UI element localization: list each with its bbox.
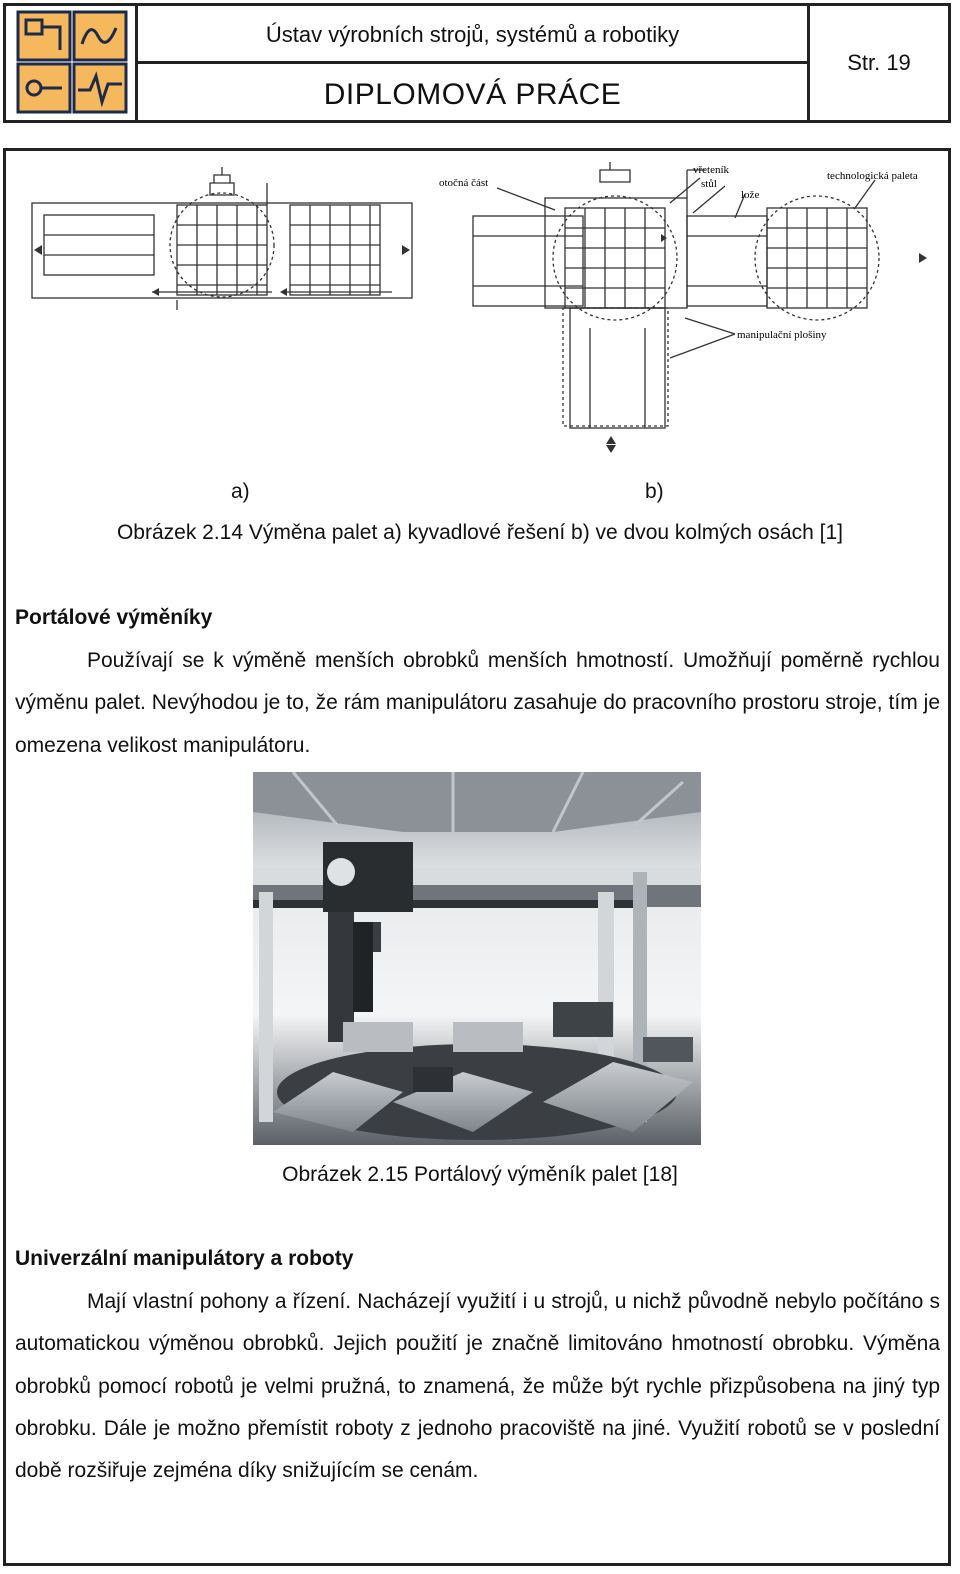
perpendicular-pallet-change-drawing <box>435 158 935 463</box>
pendulum-pallet-change-drawing <box>22 165 422 325</box>
portal-pallet-changer-photo <box>253 772 701 1145</box>
section-paragraph-universal-manipulators: Mají vlastní pohony a řízení. Nacházejí využití i u strojů, u nichž původně nebylo počítáno s automatickou výměnou obrobků. Jejich použití je značně limitováno hmotností obrobku. Výměna obrobků pomocí robotů je velmi pružná, to znamená, že může být rychle přizpůsobena na jiný typ obrobku. Dále je možno přemístit roboty z jednoho pracoviště na jiné. Využití robotů se v poslední době rozšiřuje zejména díky snižujícím se cenám. <box>15 1290 940 1483</box>
logo-icon <box>6 6 132 118</box>
subfigure-label-a: a) <box>231 480 250 503</box>
section-heading-portal-changers: Portálové výměníky <box>15 606 213 629</box>
label-stul: stůl <box>701 178 717 190</box>
figure-caption-2-15: Obrázek 2.15 Portálový výměník palet [18] <box>282 1163 678 1186</box>
institute-name: Ústav výrobních strojů, systémů a robotiky <box>138 6 807 64</box>
label-vretenik: vřeteník <box>693 164 730 176</box>
label-otocna-cast: otočná část <box>439 177 489 189</box>
label-technologicka-paleta: technologická paleta <box>827 170 918 182</box>
figure-caption-2-14: Obrázek 2.14 Výměna palet a) kyvadlové řešení b) ve dvou kolmých osách [1] <box>116 521 844 544</box>
title-cell <box>138 6 810 120</box>
section-heading-universal-manipulators: Univerzální manipulátory a roboty <box>15 1247 354 1270</box>
label-loze: lože <box>741 189 760 201</box>
document-type: DIPLOMOVÁ PRÁCE <box>323 78 622 111</box>
section-paragraph-portal-changers: Používají se k výměně menších obrobků menších hmotností. Umožňují poměrně rychlou výměnu palet. Nevýhodou je to, že rám manipulátoru zasahuje do pracovního prostoru stroje, tím je omezena velikost manipulátoru. <box>15 649 940 757</box>
subfigure-label-b: b) <box>645 480 664 503</box>
page-header <box>3 3 951 123</box>
institute-logo <box>6 6 138 120</box>
page-number: Str. 19 <box>847 50 911 75</box>
label-manipulacni-plosiny: manipulační plošiny <box>737 329 827 341</box>
